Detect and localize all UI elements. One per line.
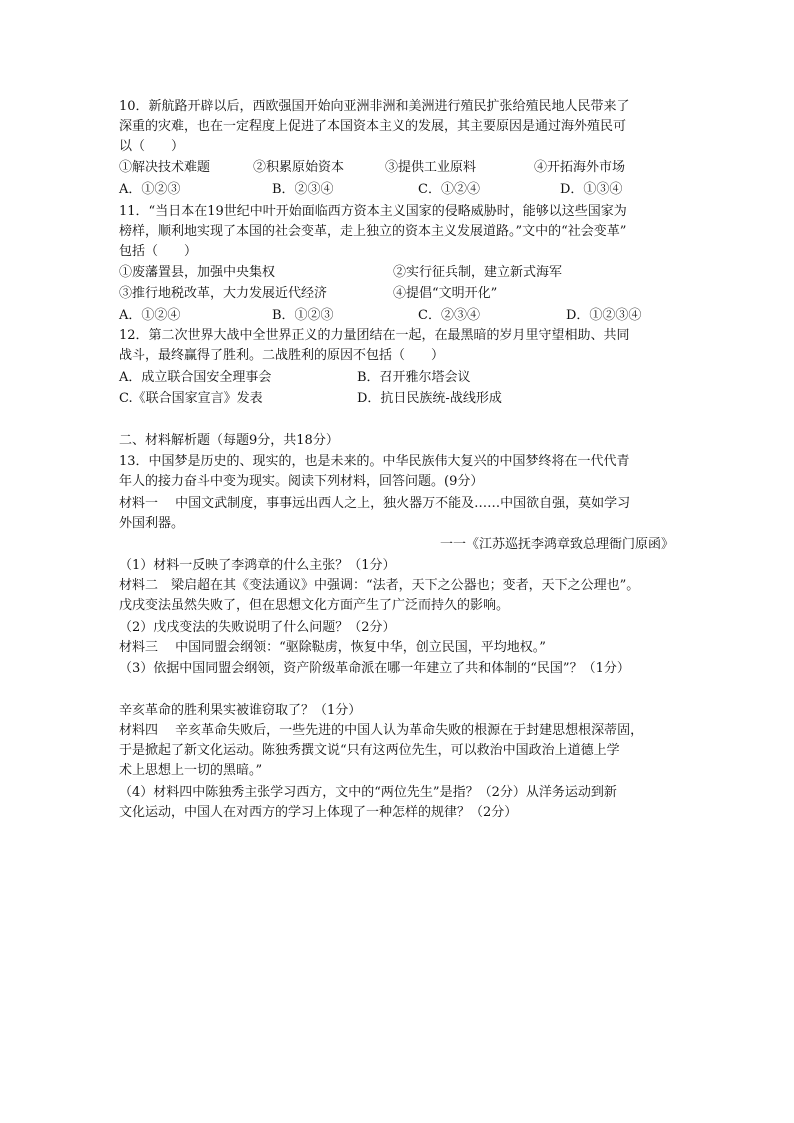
material-3: 材料三 中国同盟会纲领：“驱除鞑虏，恢复中华，创立民国，平均地权。” (119, 640, 546, 655)
q11-line-2: 榜样，顺利地实现了本国的社会变革，走上独立的资本主义发展道路。”文中的“社会变革” (119, 224, 627, 239)
q10-option-b: B．②③④ (272, 182, 334, 197)
q10-item-1: ①解决技术难题 (119, 160, 211, 175)
q11-option-b: B．①②③ (272, 308, 334, 323)
material-1-line-1: 材料一 中国文武制度，事事远出西人之上，独火器万不能及……中国欲自强，莫如学习 (119, 496, 631, 511)
section-heading: 二、材料解析题（每题9分，共18分） (119, 433, 339, 448)
q10-item-2: ②积累原始资本 (253, 160, 345, 175)
sub-question-3: （3）依据中国同盟会纲领，资产阶级革命派在哪一年建立了共和体制的“民国”？（1分） (119, 661, 630, 676)
q10-option-a: A．①②③ (119, 182, 181, 197)
material-1-line-2: 外国利器。 (119, 516, 185, 531)
sub-question-1: （1）材料一反映了李鸿章的什么主张？（1分） (119, 558, 396, 573)
sub-question-2: （2）戊戌变法的失败说明了什么问题？（2分） (119, 620, 396, 635)
q11-item-1: ①废藩置县，加强中央集权 (119, 265, 276, 280)
material-2-line-1: 材料二 梁启超在其《变法通议》中强调：“法者，天下之公器也；变者，天下之公理也”。 (119, 578, 640, 593)
q11-item-2: ②实行征兵制，建立新式海军 (393, 265, 563, 280)
material-1-source: 一一《江苏巡抚李鸿章致总理衙门原函》 (439, 537, 674, 552)
sub-question-4-line-2: 文化运动，中国人在对西方的学习上体现了一种怎样的规律？（2分） (119, 805, 518, 820)
q11-option-a: A．①②④ (119, 308, 181, 323)
q13-intro-1: 13．中国梦是历史的、现实的，也是未来的。中华民族伟大复兴的中国梦终将在一代代青 (119, 454, 630, 469)
q10-option-d: D．①③④ (560, 182, 623, 197)
q10-line-1: 10．新航路开辟以后，西欧强国开始向亚洲非洲和美洲进行殖民扩张给殖民地人民带来了 (119, 99, 630, 114)
sub-question-3b: 辛亥革命的胜利果实被谁窃取了？（1分） (119, 703, 362, 718)
material-2-line-2: 戊戌变法虽然失败了，但在思想文化方面产生了广泛而持久的影响。 (119, 598, 510, 613)
q10-line-2: 深重的灾难，也在一定程度上促进了本国资本主义的发展，其主要原因是通过海外殖民可 (119, 119, 627, 134)
sub-question-4-line-1: （4）材料四中陈独秀主张学习西方，文中的“两位先生”是指？（2分）从洋务运动到新 (119, 785, 617, 800)
q11-option-d: D．①②③④ (566, 308, 642, 323)
q12-option-c: C.《联合国家宣言》发表 (119, 391, 263, 406)
q12-option-a: A．成立联合国安全理事会 (119, 370, 272, 385)
material-4-line-2: 于是掀起了新文化运动。陈独秀撰文说“只有这两位先生，可以救治中国政治上道德上学 (119, 743, 620, 758)
q11-option-c: C．②③④ (418, 308, 480, 323)
q12-line-2: 战斗，最终赢得了胜利。二战胜利的原因不包括（ ） (119, 348, 445, 363)
q10-line-3: 以（ ） (119, 139, 185, 154)
q11-item-4: ④提倡“文明开化” (393, 286, 498, 301)
q10-option-c: C．①②④ (418, 182, 480, 197)
q13-intro-2: 年人的接力奋斗中变为现实。阅读下列材料，回答问题。(9分） (119, 474, 484, 489)
q10-item-3: ③提供工业原料 (385, 160, 477, 175)
q11-line-1: 11．“当日本在19世纪中叶开始面临西方资本主义国家的侵略威胁时，能够以这些国家为 (119, 204, 627, 219)
q11-item-3: ③推行地税改革，大力发展近代经济 (119, 286, 328, 301)
material-4-line-1: 材料四 辛亥革命失败后，一些先进的中国人认为革命失败的根源在于封建思想根深蒂固， (119, 723, 644, 738)
q12-option-d: D．抗日民族统-战线形成 (357, 391, 502, 406)
material-4-line-3: 术上思想上一切的黑暗。” (119, 763, 263, 778)
q12-option-b: B．召开雅尔塔会议 (357, 370, 471, 385)
q10-item-4: ④开拓海外市场 (534, 160, 626, 175)
q11-line-3: 包括（ ） (119, 244, 198, 259)
q12-line-1: 12．第二次世界大战中全世界正义的力量团结在一起，在最黑暗的岁月里守望相助、共同 (119, 328, 630, 343)
